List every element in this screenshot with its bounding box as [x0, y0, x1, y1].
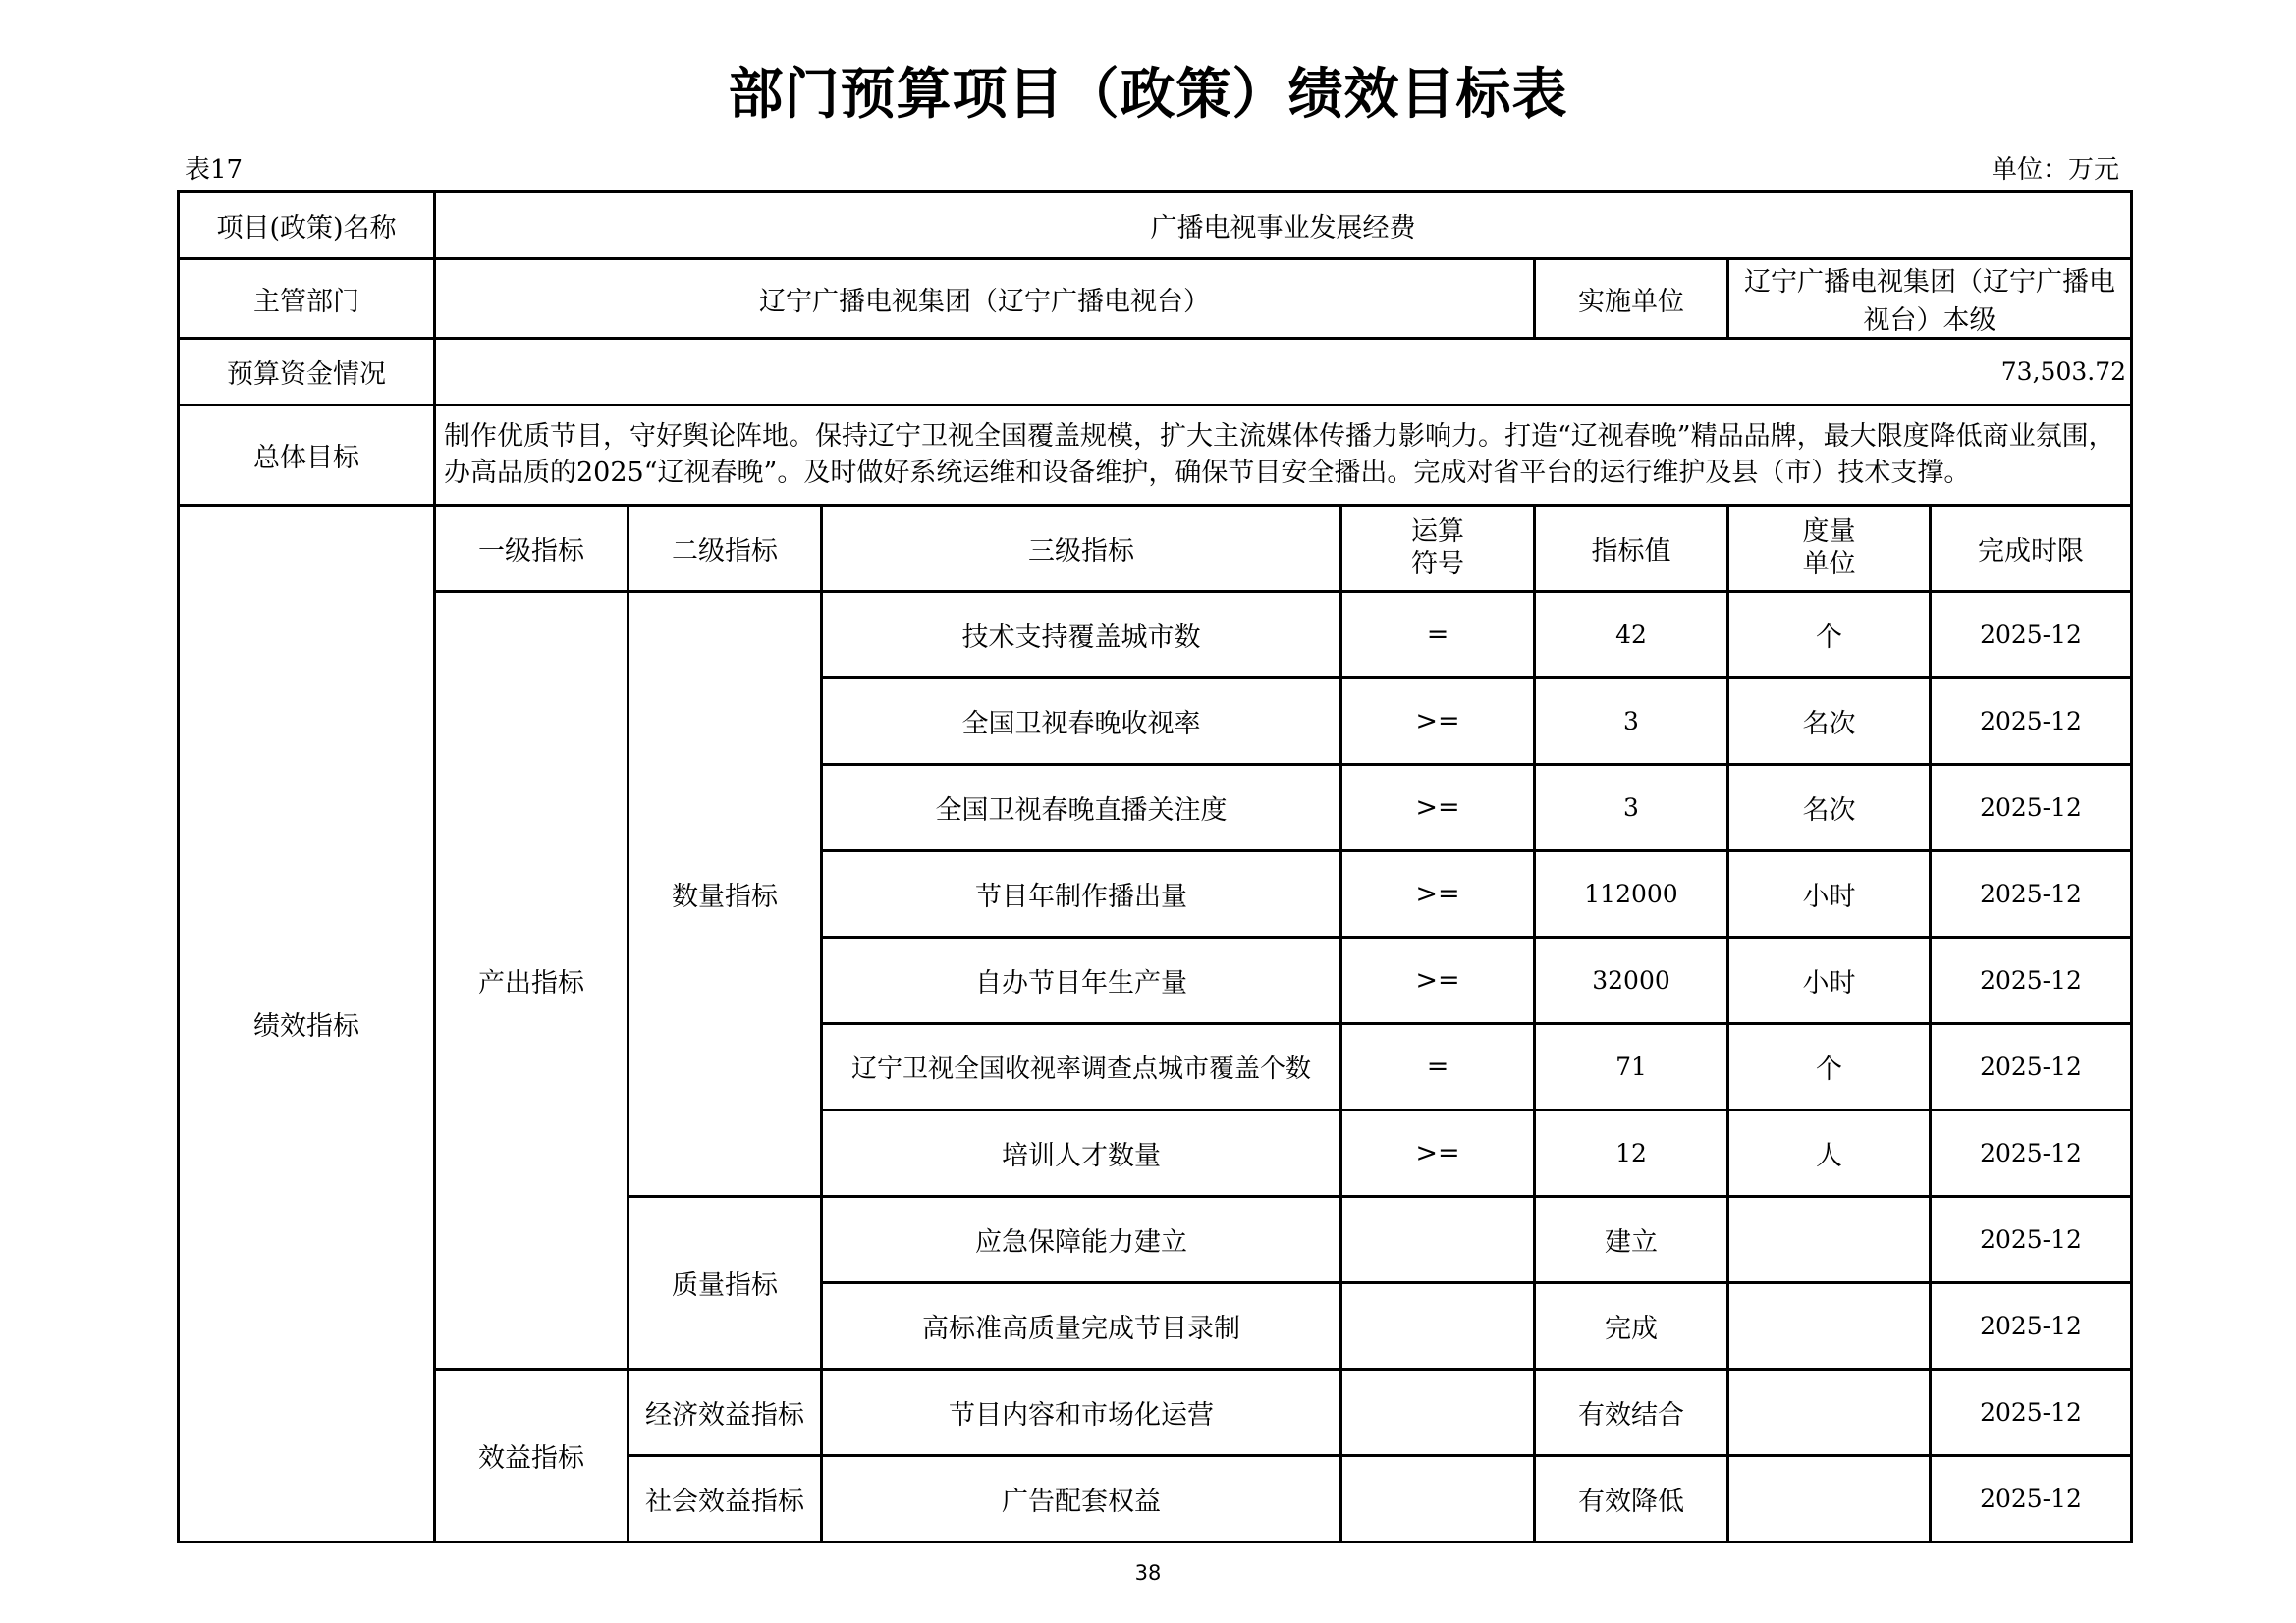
indicator-deadline: 2025-12: [1931, 1197, 2132, 1283]
indicator-deadline: 2025-12: [1931, 1024, 2132, 1110]
indicator-name: 技术支持覆盖城市数: [822, 592, 1341, 678]
dept-label: 主管部门: [179, 259, 435, 339]
goal-label: 总体目标: [179, 406, 435, 506]
indicator-unit: [1728, 1283, 1931, 1370]
indicator-unit: 小时: [1728, 851, 1931, 938]
indicator-operator: >=: [1341, 938, 1535, 1024]
page-number: 38: [1134, 1561, 1162, 1585]
indicator-name: 培训人才数量: [822, 1110, 1341, 1197]
indicator-operator: >=: [1341, 851, 1535, 938]
indicator-value: 有效结合: [1535, 1370, 1728, 1456]
indicator-operator: [1341, 1283, 1535, 1370]
indicator-unit: [1728, 1370, 1931, 1456]
group-quality: 质量指标: [629, 1197, 822, 1370]
indicator-value: 有效降低: [1535, 1456, 1728, 1542]
indicator-value: 完成: [1535, 1283, 1728, 1370]
indicator-operator: [1341, 1370, 1535, 1456]
project-row: [179, 192, 2132, 259]
indicator-unit: 名次: [1728, 765, 1931, 851]
indicator-deadline: 2025-12: [1931, 938, 2132, 1024]
goal-row: [179, 406, 2132, 506]
budget-value: 73,503.72: [435, 339, 2132, 406]
table-number: 表17: [185, 155, 244, 185]
project-label: 项目(政策)名称: [179, 192, 435, 259]
indicator-name: 全国卫视春晚收视率: [822, 678, 1341, 765]
indicator-value: 42: [1535, 592, 1728, 678]
header-level1: 一级指标: [435, 506, 629, 592]
table-row: [179, 592, 2132, 678]
indicator-value: 建立: [1535, 1197, 1728, 1283]
indicator-deadline: 2025-12: [1931, 851, 2132, 938]
group-benefit: 效益指标: [435, 1370, 629, 1542]
group-output: 产出指标: [435, 592, 629, 1370]
header-level2: 二级指标: [629, 506, 822, 592]
indicator-unit: 个: [1728, 592, 1931, 678]
indicator-deadline: 2025-12: [1931, 765, 2132, 851]
group-social: 社会效益指标: [629, 1456, 822, 1542]
budget-row: [179, 339, 2132, 406]
indicator-operator: >=: [1341, 1110, 1535, 1197]
indicator-deadline: 2025-12: [1931, 592, 2132, 678]
header-operator: [1341, 506, 1535, 592]
indicator-unit: [1728, 1456, 1931, 1542]
indicator-value: 3: [1535, 765, 1728, 851]
header-operator-line2: 符号: [1411, 548, 1464, 579]
indicator-name: 广告配套权益: [822, 1456, 1341, 1542]
indicator-unit: [1728, 1197, 1931, 1283]
indicator-value: 3: [1535, 678, 1728, 765]
dept-row: [179, 259, 2132, 339]
goal-value: 制作优质节目，守好舆论阵地。保持辽宁卫视全国覆盖规模，扩大主流媒体传播力影响力。打造“辽视春晚”精品品牌，最大限度降低商业氛围，办高品质的2025“辽视春晚”。及时做好系统运维和设备维护，确保节目安全播出。完成对省平台的运行维护及县（市）技术支撑。: [435, 406, 2132, 506]
impl-value: 辽宁广播电视集团（辽宁广播电视台）本级: [1728, 259, 2132, 339]
indicator-operator: >=: [1341, 678, 1535, 765]
project-value: 广播电视事业发展经费: [435, 192, 2132, 259]
dept-value: 辽宁广播电视集团（辽宁广播电视台）: [435, 259, 1535, 339]
group-quantity: 数量指标: [629, 592, 822, 1197]
indicator-unit: 人: [1728, 1110, 1931, 1197]
indicator-value: 71: [1535, 1024, 1728, 1110]
indicator-header-row: [179, 506, 2132, 592]
impl-label: 实施单位: [1535, 259, 1728, 339]
indicator-name: 自办节目年生产量: [822, 938, 1341, 1024]
indicator-operator: [1341, 1197, 1535, 1283]
indicator-unit: 小时: [1728, 938, 1931, 1024]
indicator-deadline: 2025-12: [1931, 1456, 2132, 1542]
indicator-name: 节目内容和市场化运营: [822, 1370, 1341, 1456]
indicator-operator: =: [1341, 1024, 1535, 1110]
group-economic: 经济效益指标: [629, 1370, 822, 1456]
indicator-unit: 名次: [1728, 678, 1931, 765]
indicator-name: 节目年制作播出量: [822, 851, 1341, 938]
indicator-value: 112000: [1535, 851, 1728, 938]
indicator-deadline: 2025-12: [1931, 1370, 2132, 1456]
header-operator-line1: 运算: [1411, 516, 1464, 548]
indicator-name: 全国卫视春晚直播关注度: [822, 765, 1341, 851]
indicator-name: 辽宁卫视全国收视率调查点城市覆盖个数: [822, 1024, 1341, 1110]
indicator-deadline: 2025-12: [1931, 1283, 2132, 1370]
indicator-operator: [1341, 1456, 1535, 1542]
indicator-unit: 个: [1728, 1024, 1931, 1110]
indicator-name: 高标准高质量完成节目录制: [822, 1283, 1341, 1370]
header-deadline: 完成时限: [1931, 506, 2132, 592]
indicator-deadline: 2025-12: [1931, 1110, 2132, 1197]
indicators-section-label: 绩效指标: [179, 506, 435, 1542]
table-row: [179, 1370, 2132, 1456]
indicator-value: 32000: [1535, 938, 1728, 1024]
header-unit: [1728, 506, 1931, 592]
indicator-operator: >=: [1341, 765, 1535, 851]
header-unit-line2: 单位: [1802, 548, 1856, 579]
header-unit-line1: 度量: [1802, 516, 1856, 548]
performance-table: [177, 190, 2133, 1543]
indicator-deadline: 2025-12: [1931, 678, 2132, 765]
indicator-name: 应急保障能力建立: [822, 1197, 1341, 1283]
header-level3: 三级指标: [822, 506, 1341, 592]
page-title: 部门预算项目（政策）绩效目标表: [728, 63, 1568, 127]
budget-label: 预算资金情况: [179, 339, 435, 406]
indicator-operator: =: [1341, 592, 1535, 678]
indicator-value: 12: [1535, 1110, 1728, 1197]
unit-label: 单位：万元: [1991, 155, 2119, 185]
header-value: 指标值: [1535, 506, 1728, 592]
